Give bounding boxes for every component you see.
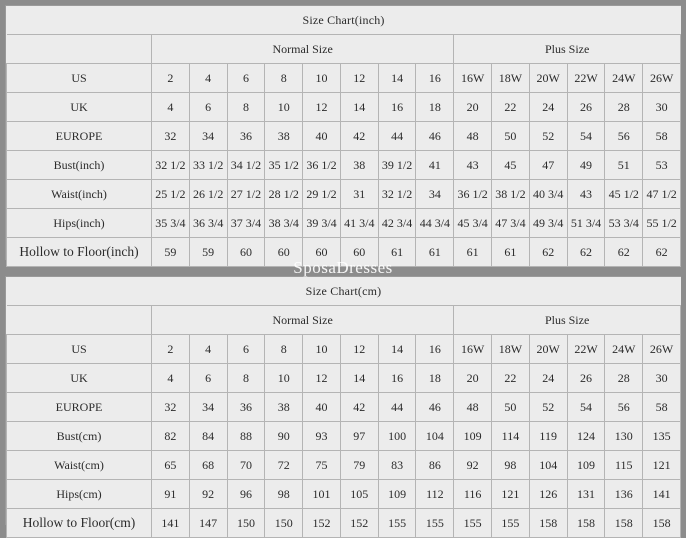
- table-cell: 109: [378, 480, 416, 509]
- table-cell: 32: [152, 122, 190, 151]
- table-cell: 26W: [643, 64, 681, 93]
- table-cell: 100: [378, 422, 416, 451]
- table-cell: 42 3/4: [378, 209, 416, 238]
- table-cell: 22W: [567, 64, 605, 93]
- table-cell: 10: [265, 364, 303, 393]
- size-chart-table: [6, 6, 681, 267]
- table-cell: 18W: [492, 64, 530, 93]
- table-cell: 22W: [567, 335, 605, 364]
- table-cell: 27 1/2: [227, 180, 265, 209]
- table-row: [7, 238, 681, 267]
- table-cell: 92: [454, 451, 492, 480]
- table-cell: 61: [454, 238, 492, 267]
- group-header-plus: Plus Size: [454, 35, 681, 64]
- table-cell: 4: [152, 364, 190, 393]
- table-cell: 47: [529, 151, 567, 180]
- table-row: [7, 480, 681, 509]
- table-cell: 24: [529, 93, 567, 122]
- group-header-normal: Normal Size: [152, 306, 454, 335]
- table-cell: 126: [529, 480, 567, 509]
- table-cell: 155: [378, 509, 416, 538]
- table-cell: 58: [643, 393, 681, 422]
- table-cell: 46: [416, 393, 454, 422]
- table-cell: 10: [265, 93, 303, 122]
- table-cell: 82: [152, 422, 190, 451]
- table-cell: 28: [605, 364, 643, 393]
- table-cell: 147: [189, 509, 227, 538]
- table-cell: 16W: [454, 64, 492, 93]
- table-cell: 39 1/2: [378, 151, 416, 180]
- table-cell: 18: [416, 364, 454, 393]
- table-cell: 47 1/2: [643, 180, 681, 209]
- table-cell: 18W: [492, 335, 530, 364]
- table-cell: 38 1/2: [492, 180, 530, 209]
- group-header-plus: Plus Size: [454, 306, 681, 335]
- table-cell: 20W: [529, 335, 567, 364]
- table-cell: 62: [567, 238, 605, 267]
- table-row: [7, 422, 681, 451]
- table-cell: 72: [265, 451, 303, 480]
- table-cell: 136: [605, 480, 643, 509]
- table-cell: 119: [529, 422, 567, 451]
- table-cell: 75: [303, 451, 341, 480]
- table-cell: 158: [605, 509, 643, 538]
- table-cell: 56: [605, 393, 643, 422]
- table-cell: 41: [416, 151, 454, 180]
- chart-title: Size Chart(inch): [7, 6, 681, 35]
- table-cell: 54: [567, 393, 605, 422]
- table-row: [7, 509, 681, 538]
- table-cell: 92: [189, 480, 227, 509]
- size-chart-inch: [5, 5, 681, 260]
- table-cell: 12: [303, 364, 341, 393]
- table-cell: 51 3/4: [567, 209, 605, 238]
- table-cell: 53: [643, 151, 681, 180]
- table-cell: 38: [340, 151, 378, 180]
- table-cell: 61: [416, 238, 454, 267]
- table-row: [7, 393, 681, 422]
- row-label: EUROPE: [7, 393, 152, 422]
- row-label: US: [7, 335, 152, 364]
- table-cell: 58: [643, 122, 681, 151]
- table-cell: 79: [340, 451, 378, 480]
- row-label: Waist(cm): [7, 451, 152, 480]
- table-cell: 155: [492, 509, 530, 538]
- table-cell: 90: [265, 422, 303, 451]
- table-cell: 49: [567, 151, 605, 180]
- table-row: [7, 180, 681, 209]
- table-cell: 16: [378, 364, 416, 393]
- table-cell: 150: [265, 509, 303, 538]
- table-cell: 155: [454, 509, 492, 538]
- table-cell: 44: [378, 122, 416, 151]
- row-label: Hips(inch): [7, 209, 152, 238]
- table-cell: 36: [227, 122, 265, 151]
- table-cell: 109: [454, 422, 492, 451]
- table-cell: 32: [152, 393, 190, 422]
- table-cell: 88: [227, 422, 265, 451]
- table-cell: 39 3/4: [303, 209, 341, 238]
- table-cell: 83: [378, 451, 416, 480]
- table-cell: 70: [227, 451, 265, 480]
- table-cell: 56: [605, 122, 643, 151]
- table-cell: 43: [567, 180, 605, 209]
- table-cell: 68: [189, 451, 227, 480]
- row-label: Waist(inch): [7, 180, 152, 209]
- table-cell: 22: [492, 93, 530, 122]
- table-cell: 135: [643, 422, 681, 451]
- table-cell: 98: [492, 451, 530, 480]
- table-row: [7, 209, 681, 238]
- table-cell: 8: [227, 93, 265, 122]
- table-cell: 46: [416, 122, 454, 151]
- table-cell: 10: [303, 64, 341, 93]
- table-cell: 86: [416, 451, 454, 480]
- table-cell: 59: [152, 238, 190, 267]
- table-cell: 96: [227, 480, 265, 509]
- table-cell: 42: [340, 393, 378, 422]
- table-cell: 36 3/4: [189, 209, 227, 238]
- table-cell: 37 3/4: [227, 209, 265, 238]
- table-cell: 2: [152, 335, 190, 364]
- table-cell: 28 1/2: [265, 180, 303, 209]
- table-cell: 16W: [454, 335, 492, 364]
- table-cell: 131: [567, 480, 605, 509]
- table-cell: 12: [340, 64, 378, 93]
- chart-title-row: [7, 277, 681, 306]
- table-cell: 51: [605, 151, 643, 180]
- table-cell: 38: [265, 122, 303, 151]
- table-cell: 60: [265, 238, 303, 267]
- table-cell: 116: [454, 480, 492, 509]
- table-cell: 44: [378, 393, 416, 422]
- table-cell: 43: [454, 151, 492, 180]
- table-cell: 4: [152, 93, 190, 122]
- size-chart-cm: [5, 276, 681, 530]
- table-cell: 104: [416, 422, 454, 451]
- table-cell: 109: [567, 451, 605, 480]
- table-cell: 24W: [605, 64, 643, 93]
- table-cell: 6: [189, 93, 227, 122]
- table-row: [7, 335, 681, 364]
- table-cell: 158: [529, 509, 567, 538]
- table-cell: 4: [189, 335, 227, 364]
- table-cell: 45: [492, 151, 530, 180]
- table-cell: 6: [189, 364, 227, 393]
- table-cell: 34 1/2: [227, 151, 265, 180]
- table-cell: 60: [303, 238, 341, 267]
- watermark-text: SposaDresses: [293, 258, 393, 277]
- table-cell: 150: [227, 509, 265, 538]
- size-chart-table: [6, 277, 681, 538]
- table-cell: 25 1/2: [152, 180, 190, 209]
- table-cell: 48: [454, 393, 492, 422]
- table-cell: 115: [605, 451, 643, 480]
- table-cell: 112: [416, 480, 454, 509]
- table-cell: 49 3/4: [529, 209, 567, 238]
- group-header-row: [7, 306, 681, 335]
- table-cell: 16: [416, 64, 454, 93]
- table-cell: 32 1/2: [378, 180, 416, 209]
- table-cell: 121: [492, 480, 530, 509]
- table-cell: 34: [416, 180, 454, 209]
- row-label: Hollow to Floor(inch): [7, 238, 152, 267]
- table-row: [7, 122, 681, 151]
- table-cell: 32 1/2: [152, 151, 190, 180]
- table-cell: 121: [643, 451, 681, 480]
- table-cell: 20: [454, 93, 492, 122]
- table-cell: 65: [152, 451, 190, 480]
- table-cell: 14: [340, 93, 378, 122]
- row-label: EUROPE: [7, 122, 152, 151]
- table-cell: 44 3/4: [416, 209, 454, 238]
- table-cell: 59: [189, 238, 227, 267]
- table-cell: 61: [378, 238, 416, 267]
- row-label: Bust(inch): [7, 151, 152, 180]
- table-cell: 26W: [643, 335, 681, 364]
- table-cell: 50: [492, 122, 530, 151]
- row-label: Hollow to Floor(cm): [7, 509, 152, 538]
- table-cell: 20: [454, 364, 492, 393]
- table-cell: 12: [303, 93, 341, 122]
- table-cell: 62: [605, 238, 643, 267]
- table-cell: 101: [303, 480, 341, 509]
- table-cell: 40 3/4: [529, 180, 567, 209]
- table-cell: 20W: [529, 64, 567, 93]
- table-cell: 38 3/4: [265, 209, 303, 238]
- table-cell: 26: [567, 364, 605, 393]
- row-label: Hips(cm): [7, 480, 152, 509]
- table-cell: 54: [567, 122, 605, 151]
- table-cell: 61: [492, 238, 530, 267]
- table-cell: 53 3/4: [605, 209, 643, 238]
- row-label: UK: [7, 93, 152, 122]
- table-cell: 60: [340, 238, 378, 267]
- table-cell: 104: [529, 451, 567, 480]
- row-label: Bust(cm): [7, 422, 152, 451]
- table-row: [7, 364, 681, 393]
- table-cell: 105: [340, 480, 378, 509]
- table-cell: 158: [643, 509, 681, 538]
- group-header-row: [7, 35, 681, 64]
- table-cell: 62: [643, 238, 681, 267]
- table-cell: 22: [492, 364, 530, 393]
- table-cell: 34: [189, 393, 227, 422]
- table-cell: 62: [529, 238, 567, 267]
- table-cell: 16: [378, 93, 416, 122]
- table-cell: 36 1/2: [303, 151, 341, 180]
- table-cell: 45 1/2: [605, 180, 643, 209]
- table-cell: 30: [643, 364, 681, 393]
- table-cell: 91: [152, 480, 190, 509]
- table-cell: 8: [265, 64, 303, 93]
- table-cell: 124: [567, 422, 605, 451]
- table-cell: 98: [265, 480, 303, 509]
- table-cell: 84: [189, 422, 227, 451]
- table-cell: 14: [378, 64, 416, 93]
- chart-title: Size Chart(cm): [7, 277, 681, 306]
- table-cell: 42: [340, 122, 378, 151]
- row-label: US: [7, 64, 152, 93]
- chart-title-row: [7, 6, 681, 35]
- table-cell: 130: [605, 422, 643, 451]
- table-cell: 4: [189, 64, 227, 93]
- table-cell: 52: [529, 122, 567, 151]
- table-cell: 50: [492, 393, 530, 422]
- table-cell: 34: [189, 122, 227, 151]
- corner-blank-cell: [7, 306, 152, 335]
- table-cell: 26 1/2: [189, 180, 227, 209]
- table-row: [7, 151, 681, 180]
- table-cell: 52: [529, 393, 567, 422]
- table-cell: 152: [340, 509, 378, 538]
- table-cell: 41 3/4: [340, 209, 378, 238]
- table-cell: 48: [454, 122, 492, 151]
- table-cell: 35 3/4: [152, 209, 190, 238]
- table-cell: 38: [265, 393, 303, 422]
- table-cell: 40: [303, 393, 341, 422]
- table-row: [7, 93, 681, 122]
- table-cell: 24W: [605, 335, 643, 364]
- table-cell: 2: [152, 64, 190, 93]
- table-cell: 6: [227, 335, 265, 364]
- table-cell: 35 1/2: [265, 151, 303, 180]
- table-cell: 158: [567, 509, 605, 538]
- table-cell: 10: [303, 335, 341, 364]
- table-cell: 36 1/2: [454, 180, 492, 209]
- table-cell: 55 1/2: [643, 209, 681, 238]
- table-cell: 18: [416, 93, 454, 122]
- table-cell: 14: [378, 335, 416, 364]
- table-cell: 33 1/2: [189, 151, 227, 180]
- table-cell: 8: [265, 335, 303, 364]
- table-cell: 36: [227, 393, 265, 422]
- table-cell: 60: [227, 238, 265, 267]
- table-cell: 29 1/2: [303, 180, 341, 209]
- table-row: [7, 451, 681, 480]
- table-cell: 47 3/4: [492, 209, 530, 238]
- table-cell: 97: [340, 422, 378, 451]
- table-cell: 114: [492, 422, 530, 451]
- table-cell: 141: [152, 509, 190, 538]
- table-cell: 45 3/4: [454, 209, 492, 238]
- table-cell: 12: [340, 335, 378, 364]
- table-cell: 26: [567, 93, 605, 122]
- corner-blank-cell: [7, 35, 152, 64]
- table-cell: 8: [227, 364, 265, 393]
- group-header-normal: Normal Size: [152, 35, 454, 64]
- table-cell: 152: [303, 509, 341, 538]
- table-cell: 141: [643, 480, 681, 509]
- table-cell: 40: [303, 122, 341, 151]
- table-cell: 93: [303, 422, 341, 451]
- table-row: [7, 64, 681, 93]
- table-cell: 30: [643, 93, 681, 122]
- table-cell: 6: [227, 64, 265, 93]
- table-cell: 31: [340, 180, 378, 209]
- table-cell: 24: [529, 364, 567, 393]
- row-label: UK: [7, 364, 152, 393]
- table-cell: 14: [340, 364, 378, 393]
- table-cell: 28: [605, 93, 643, 122]
- table-cell: 16: [416, 335, 454, 364]
- table-cell: 155: [416, 509, 454, 538]
